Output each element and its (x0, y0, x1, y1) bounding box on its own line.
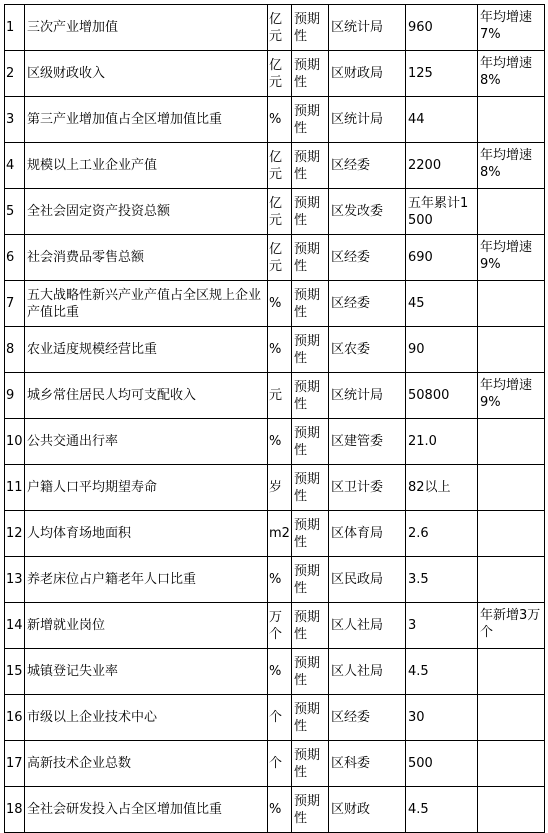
property-cell: 预期性 (292, 465, 329, 511)
unit-cell: m2 (268, 511, 292, 557)
row-number: 7 (5, 281, 25, 327)
row-number: 11 (5, 465, 25, 511)
target-value: 4.5 (406, 649, 478, 695)
indicator-name: 全社会研发投入占全区增加值比重 (25, 787, 268, 833)
unit-cell: % (268, 557, 292, 603)
note-cell (478, 419, 545, 465)
unit-cell: 亿元 (268, 5, 292, 51)
indicator-name: 人均体育场地面积 (25, 511, 268, 557)
department-cell: 区农委 (329, 327, 406, 373)
target-value: 2200 (406, 143, 478, 189)
department-cell: 区经委 (329, 281, 406, 327)
department-cell: 区经委 (329, 235, 406, 281)
department-cell: 区人社局 (329, 649, 406, 695)
row-number: 14 (5, 603, 25, 649)
unit-cell: 亿元 (268, 51, 292, 97)
table-row (5, 189, 545, 235)
row-number: 16 (5, 695, 25, 741)
target-value: 45 (406, 281, 478, 327)
indicator-name: 公共交通出行率 (25, 419, 268, 465)
property-cell: 预期性 (292, 649, 329, 695)
indicator-name: 城镇登记失业率 (25, 649, 268, 695)
unit-cell: 个 (268, 695, 292, 741)
department-cell: 区民政局 (329, 557, 406, 603)
indicator-name: 第三产业增加值占全区增加值比重 (25, 97, 268, 143)
unit-cell: 亿元 (268, 189, 292, 235)
target-value: 21.0 (406, 419, 478, 465)
row-number: 1 (5, 5, 25, 51)
note-cell (478, 695, 545, 741)
indicator-name: 三次产业增加值 (25, 5, 268, 51)
row-number: 9 (5, 373, 25, 419)
table-row (5, 5, 545, 51)
note-cell (478, 557, 545, 603)
target-value: 3.5 (406, 557, 478, 603)
indicator-table (4, 4, 545, 833)
department-cell: 区卫计委 (329, 465, 406, 511)
table-row (5, 603, 545, 649)
property-cell: 预期性 (292, 419, 329, 465)
department-cell: 区建管委 (329, 419, 406, 465)
department-cell: 区体育局 (329, 511, 406, 557)
unit-cell: % (268, 281, 292, 327)
property-cell: 预期性 (292, 603, 329, 649)
table-row (5, 419, 545, 465)
row-number: 5 (5, 189, 25, 235)
table-row (5, 695, 545, 741)
table-row (5, 557, 545, 603)
property-cell: 预期性 (292, 557, 329, 603)
note-cell: 年均增速8% (478, 51, 545, 97)
row-number: 13 (5, 557, 25, 603)
indicator-name: 社会消费品零售总额 (25, 235, 268, 281)
table-row (5, 741, 545, 787)
table-row (5, 465, 545, 511)
property-cell: 预期性 (292, 373, 329, 419)
property-cell: 预期性 (292, 511, 329, 557)
indicator-name: 新增就业岗位 (25, 603, 268, 649)
department-cell: 区发改委 (329, 189, 406, 235)
note-cell (478, 327, 545, 373)
row-number: 2 (5, 51, 25, 97)
unit-cell: 亿元 (268, 235, 292, 281)
table-row (5, 373, 545, 419)
note-cell (478, 189, 545, 235)
indicator-name: 户籍人口平均期望寿命 (25, 465, 268, 511)
table-row (5, 327, 545, 373)
department-cell: 区科委 (329, 741, 406, 787)
note-cell (478, 787, 545, 833)
note-cell: 年均增速9% (478, 235, 545, 281)
department-cell: 区统计局 (329, 97, 406, 143)
row-number: 15 (5, 649, 25, 695)
unit-cell: % (268, 327, 292, 373)
table-row (5, 97, 545, 143)
target-value: 4.5 (406, 787, 478, 833)
table-container (4, 4, 544, 826)
note-cell: 年均增速8% (478, 143, 545, 189)
note-cell: 年新增3万个 (478, 603, 545, 649)
table-row (5, 235, 545, 281)
property-cell: 预期性 (292, 51, 329, 97)
note-cell (478, 649, 545, 695)
note-cell: 年均增速7% (478, 5, 545, 51)
target-value: 690 (406, 235, 478, 281)
unit-cell: 个 (268, 741, 292, 787)
indicator-name: 养老床位占户籍老年人口比重 (25, 557, 268, 603)
property-cell: 预期性 (292, 5, 329, 51)
unit-cell: 万个 (268, 603, 292, 649)
row-number: 8 (5, 327, 25, 373)
property-cell: 预期性 (292, 281, 329, 327)
note-cell: 年均增速9% (478, 373, 545, 419)
target-value: 90 (406, 327, 478, 373)
row-number: 3 (5, 97, 25, 143)
row-number: 18 (5, 787, 25, 833)
target-value: 125 (406, 51, 478, 97)
unit-cell: 岁 (268, 465, 292, 511)
property-cell: 预期性 (292, 143, 329, 189)
table-row (5, 51, 545, 97)
table-row (5, 281, 545, 327)
target-value: 500 (406, 741, 478, 787)
target-value: 3 (406, 603, 478, 649)
indicator-name: 区级财政收入 (25, 51, 268, 97)
department-cell: 区统计局 (329, 373, 406, 419)
target-value: 960 (406, 5, 478, 51)
unit-cell: % (268, 97, 292, 143)
indicator-name: 高新技术企业总数 (25, 741, 268, 787)
unit-cell: % (268, 787, 292, 833)
target-value: 30 (406, 695, 478, 741)
unit-cell: % (268, 649, 292, 695)
indicator-name: 全社会固定资产投资总额 (25, 189, 268, 235)
property-cell: 预期性 (292, 235, 329, 281)
target-value: 44 (406, 97, 478, 143)
department-cell: 区财政 (329, 787, 406, 833)
unit-cell: 元 (268, 373, 292, 419)
department-cell: 区财政局 (329, 51, 406, 97)
property-cell: 预期性 (292, 189, 329, 235)
indicator-name: 市级以上企业技术中心 (25, 695, 268, 741)
indicator-name: 规模以上工业企业产值 (25, 143, 268, 189)
property-cell: 预期性 (292, 97, 329, 143)
unit-cell: 亿元 (268, 143, 292, 189)
note-cell (478, 511, 545, 557)
property-cell: 预期性 (292, 741, 329, 787)
row-number: 17 (5, 741, 25, 787)
indicator-name: 五大战略性新兴产业产值占全区规上企业产值比重 (25, 281, 268, 327)
row-number: 6 (5, 235, 25, 281)
table-row (5, 787, 545, 833)
target-value: 82以上 (406, 465, 478, 511)
table-row (5, 649, 545, 695)
note-cell (478, 97, 545, 143)
target-value: 五年累计1500 (406, 189, 478, 235)
indicator-name: 城乡常住居民人均可支配收入 (25, 373, 268, 419)
note-cell (478, 281, 545, 327)
target-value: 2.6 (406, 511, 478, 557)
target-value: 50800 (406, 373, 478, 419)
note-cell (478, 741, 545, 787)
property-cell: 预期性 (292, 327, 329, 373)
department-cell: 区统计局 (329, 5, 406, 51)
note-cell (478, 465, 545, 511)
table-row (5, 511, 545, 557)
row-number: 12 (5, 511, 25, 557)
department-cell: 区经委 (329, 695, 406, 741)
property-cell: 预期性 (292, 695, 329, 741)
table-body (5, 5, 545, 833)
indicator-name: 农业适度规模经营比重 (25, 327, 268, 373)
unit-cell: % (268, 419, 292, 465)
table-row (5, 143, 545, 189)
row-number: 10 (5, 419, 25, 465)
department-cell: 区人社局 (329, 603, 406, 649)
row-number: 4 (5, 143, 25, 189)
department-cell: 区经委 (329, 143, 406, 189)
property-cell: 预期性 (292, 787, 329, 833)
